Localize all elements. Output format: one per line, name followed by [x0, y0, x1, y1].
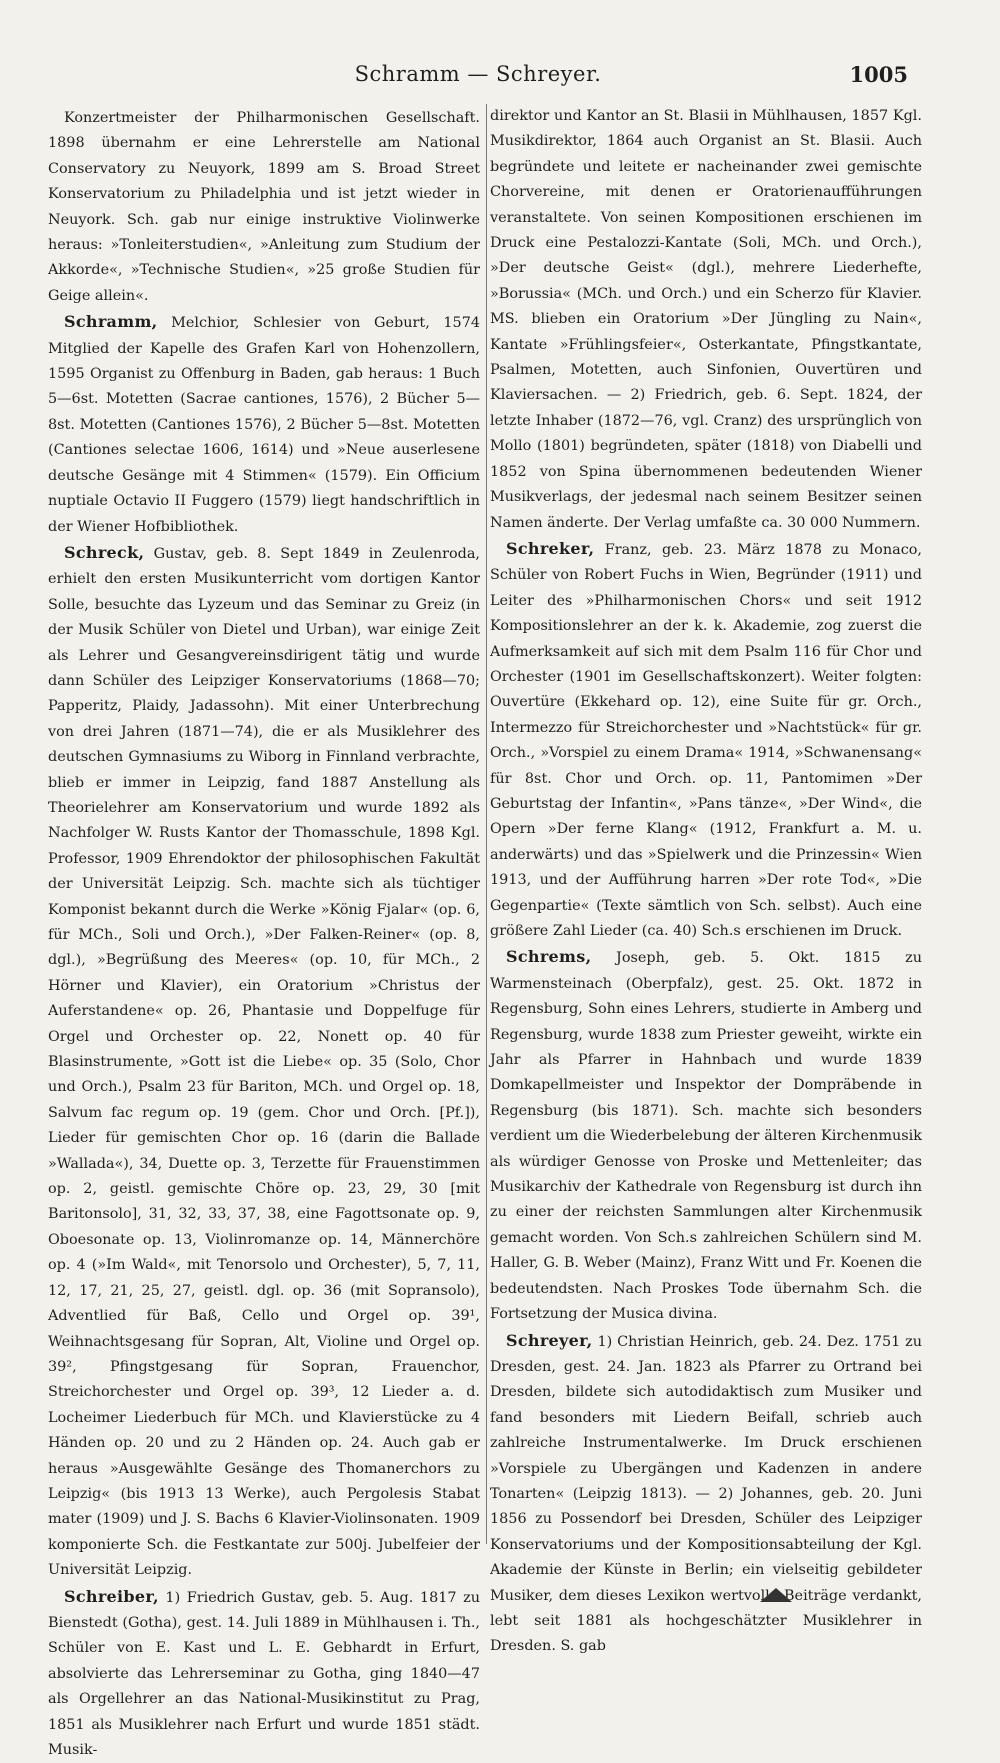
entry-text: Melchior, Schlesier von Geburt, 1574 Mitglied der Kapelle des Grafen Karl von Hohenzollern, 1595 Organist zu Offenburg in Baden, gab heraus: 1 Buch 5—6st. Motetten (Sacrae cantiones, 1576), 2 Bücher 5—8st. Motetten (Cantiones 1576), 2 Bücher 5—8st. Motetten (Cantiones selectae 1606, 1614) und »Neue auserlesene deutsche Gesänge mit 4 Stimmen« (1579). Ein Officium nuptiale Octavio II Fuggero (1579) liegt handschriftlich in der Wiener Hofbibliothek.: [48, 315, 481, 535]
right-column: [490, 104, 922, 1660]
entry-headword: Schramm,: [64, 312, 158, 332]
entry-text: Franz, geb. 23. März 1878 zu Monaco, Schüler von Robert Fuchs in Wien, Begründer (1911) und Leiter des »Philharmonischen Chors« und seit 1912 Kompositionslehrer an der k. k. Akademie, zog zuerst die Aufmerksamkeit auf sich mit dem Psalm 116 für Chor und Orchester (1901 im Gesellschaftskonzert). Weiter folgten: Ouvertüre (Ekkehard op. 12), eine Suite für gr. Orch., Intermezzo für Streichorchester und »Nachtstück« für gr. Orch., »Vorspiel zu einem Drama« 1914, »Schwanensang« für 8st. Chor und Orch. op. 11, Pantomimen »Der Geburtstag der Infantin«, »Pans tänze«, »Der Wind«, die Opern »Der ferne Klang« (1912, Frankfurt a. M. u. anderwärts) und das »Spielwerk und die Prinzessin« Wien 1913, und der Aufführung harren »Der rote Tod«, »Die Gegenpartie« (Texte sämtlich von Sch. selbst). Auch eine größere Zahl Lieder (ca. 40) Sch.s erschienen im Druck.: [490, 541, 922, 939]
entry-text: 1) Friedrich Gustav, geb. 5. Aug. 1817 zu Bienstedt (Gotha), gest. 14. Juli 1889 in Mühlhausen i. Th., Schüler von E. Kast und L. E. Gebhardt in Erfurt, absolvierte das Lehrerseminar zu Gotha, ging 1840—47 als Orgellehrer an das National-Musikinstitut zu Prag, 1851 als Musiklehrer nach Erfurt und wurde 1851 städt. Musik-: [48, 1589, 480, 1758]
page-header: [48, 62, 908, 92]
entry-text: Gustav, geb. 8. Sept 1849 in Zeulenroda, erhielt den ersten Musikunterricht vom dortigen Kantor Solle, besuchte das Lyzeum und das Seminar zu Greiz (in der Musik Schüler von Dietel und Urban), war einige Zeit als Lehrer und Gesangvereinsdirigent tätig und wurde dann Schüler des Leipziger Konservatoriums (1868—70; Papperitz, Plaidy, Jadassohn). Mit einer Unterbrechung von drei Jahren (1871—74), die er als Musiklehrer des deutschen Gymnasiums zu Wiborg in Finnland verbrachte, blieb er immer in Leipzig, fand 1887 Anstellung als Theorielehrer am Konservatorium und wurde 1892 als Nachfolger W. Rusts Kantor der Thomasschule, 1898 Kgl. Professor, 1909 Ehrendoktor der philosophischen Fakultät der Universität Leipzig. Sch. machte sich als tüchtiger Komponist bekannt durch die Werke »König Fjalar« (op. 6, für MCh., Soli und Orch.), »Der Falken-Reiner« (op. 8, dgl.), »Begrüßung des Meeres« (op. 10, für MCh., 2 Hörner und Klavier), ein Oratorium »Christus der Auferstandene« op. 26, Phantasie und Doppelfuge für Orgel und Orchester op. 22, Nonett op. 40 für Blasinstrumente, »Gott ist die Liebe« op. 35 (Solo, Chor und Orch.), Psalm 23 für Bariton, MCh. und Orgel op. 18, Salvum fac regum op. 19 (gem. Chor und Orch. [Pf.]), Lieder für gemischten Chor op. 16 (darin die Ballade »Wallada«), 34, Duette op. 3, Terzette für Frauenstimmen op. 2, geistl. gemischte Chöre op. 23, 29, 30 [mit Baritonsolo], 31, 32, 33, 37, 38, eine Fagottsonate op. 9, Oboesonate op. 13, Violinromanze op. 14, Männerchöre op. 4 (»Im Wald«, mit Tenorsolo und Orchester), 5, 7, 11, 12, 17, 21, 25, 27, geistl. dgl. op. 36 (mit Sopransolo), Adventlied für Baß, Cello und Orgel op. 39¹, Weihnachtsgesang für Sopran, Alt, Violine und Orgel op. 39², Pfingstgesang für Sopran, Frauenchor, Streichorchester und Orgel op. 39³, 12 Lieder a. d. Locheimer Liederbuch für MCh. und Klavierstücke zu 4 Händen op. 20 und zu 2 Händen op. 24. Auch gab er heraus »Ausgewählte Gesänge des Thomanerchors zu Leipzig« (bis 1913 13 Werke), auch Pergolesis Stabat mater (1909) und J. S. Bachs 6 Klavier-Violinsonaten. 1909 komponierte Sch. die Festkantate zur 500j. Jubelfeier der Universität Leipzig.: [48, 545, 480, 1579]
entry-schreyer: [490, 1328, 922, 1660]
entry-schrems: [490, 944, 922, 1327]
entry-schramm: [48, 309, 480, 540]
entry-schreck: [48, 540, 480, 1584]
entry-text: direktor und Kantor an St. Blasii in Mühlhausen, 1857 Kgl. Musikdirektor, 1864 auch Organist an St. Blasii. Auch begründete und leitete er nacheinander zwei gemischte Chorvereine, mit denen er Oratorienaufführungen veranstaltete. Von seinen Kompositionen erschienen im Druck eine Pestalozzi-Kantate (Soli, MCh. und Orch.), »Der deutsche Geist« (dgl.), mehrere Liederhefte, »Borussia« (MCh. und Orch.) und ein Scherzo für Klavier. MS. blieben ein Oratorium »Der Jüngling zu Nain«, Kantate »Frühlingsfeier«, Osterkantate, Pfingstkantate, Psalmen, Motetten, auch Sinfonien, Ouvertüren und Klaviersachen. — 2) Friedrich, geb. 6. Sept. 1824, der letzte Inhaber (1872—76, vgl. Cranz) des ursprünglich von Mollo (1801) begründeten, später (1818) von Diabelli und 1852 von Spina übernommenen bedeutenden Wiener Musikverlags, der jedesmal nach seinem Besitzer seinen Namen änderte. Der Verlag umfaßte ca. 30 000 Nummern.: [490, 108, 922, 531]
entry-headword: Schrems,: [506, 947, 592, 967]
running-title: Schramm — Schreyer.: [354, 62, 602, 86]
entry-continuation: [490, 104, 922, 536]
page-number: 1005: [849, 62, 908, 87]
entry-text: Konzertmeister der Philharmonischen Gesellschaft. 1898 übernahm er eine Lehrerstelle am National Conservatory zu Neuyork, 1899 am S. Broad Street Konservatorium zu Philadelphia und ist jetzt wieder in Neuyork. Sch. gab nur einige instruktive Violinwerke heraus: »Tonleiterstudien«, »Anleitung zum Studium der Akkorde«, »Technische Studien«, »25 große Studien für Geige allein«.: [48, 110, 480, 304]
entry-text: 1) Christian Heinrich, geb. 24. Dez. 1751 zu Dresden, gest. 24. Jan. 1823 als Pfarrer zu Ortrand bei Dresden, bildete sich autodidaktisch zum Musiker und fand besonders mit Liedern Beifall, schrieb auch zahlreiche Instrumentalwerke. Im Druck erschienen »Vorspiele zu Ubergängen und Kadenzen in andere Tonarten« (Leipzig 1813). — 2) Johannes, geb. 20. Juni 1856 zu Possendorf bei Dresden, Schüler des Leipziger Konservatoriums und der Kompositionsabteilung der Kgl. Akademie der Künste in Berlin; ein vielseitig gebildeter Musiker, dem dieses Lexikon wertvolle Beiträge verdankt, lebt seit 1881 als hochgeschätzter Musiklehrer in Dresden. S. gab: [490, 1333, 923, 1655]
entry-headword: Schreyer,: [506, 1330, 593, 1350]
entry-continuation: [48, 104, 480, 309]
entry-text: Joseph, geb. 5. Okt. 1815 zu Warmensteinach (Oberpfalz), gest. 25. Okt. 1872 in Regensburg, Sohn eines Lehrers, studierte in Amberg und Regensburg, wurde 1838 zum Priester geweiht, wirkte ein Jahr als Pfarrer in Hahnbach und wurde 1839 Domkapellmeister und Inspektor der Dompräbende in Regensburg (bis 1871). Sch. machte sich besonders verdient um die Wiederbelebung der älteren Kirchenmusik als würdiger Genosse von Proske und Mettenleiter; das Musikarchiv der Kathedrale von Regensburg ist durch ihn zu einer der reichsten Sammlungen alter Kirchenmusik gemacht worden. Von Sch.s zahlreichen Schülern sind M. Haller, G. B. Weber (Mainz), Franz Witt und Fr. Koenen die bedeutendsten. Nach Proskes Tode übernahm Sch. die Fortsetzung der Musica divina.: [490, 950, 922, 1323]
column-divider: [486, 104, 487, 1544]
left-column: [48, 104, 480, 1763]
printer-mark-icon: [760, 1588, 792, 1602]
entry-headword: Schreck,: [64, 542, 145, 562]
entry-schreker: [490, 536, 922, 945]
entry-schreiber: [48, 1584, 480, 1763]
entry-headword: Schreker,: [506, 538, 595, 558]
entry-headword: Schreiber,: [64, 1586, 159, 1606]
